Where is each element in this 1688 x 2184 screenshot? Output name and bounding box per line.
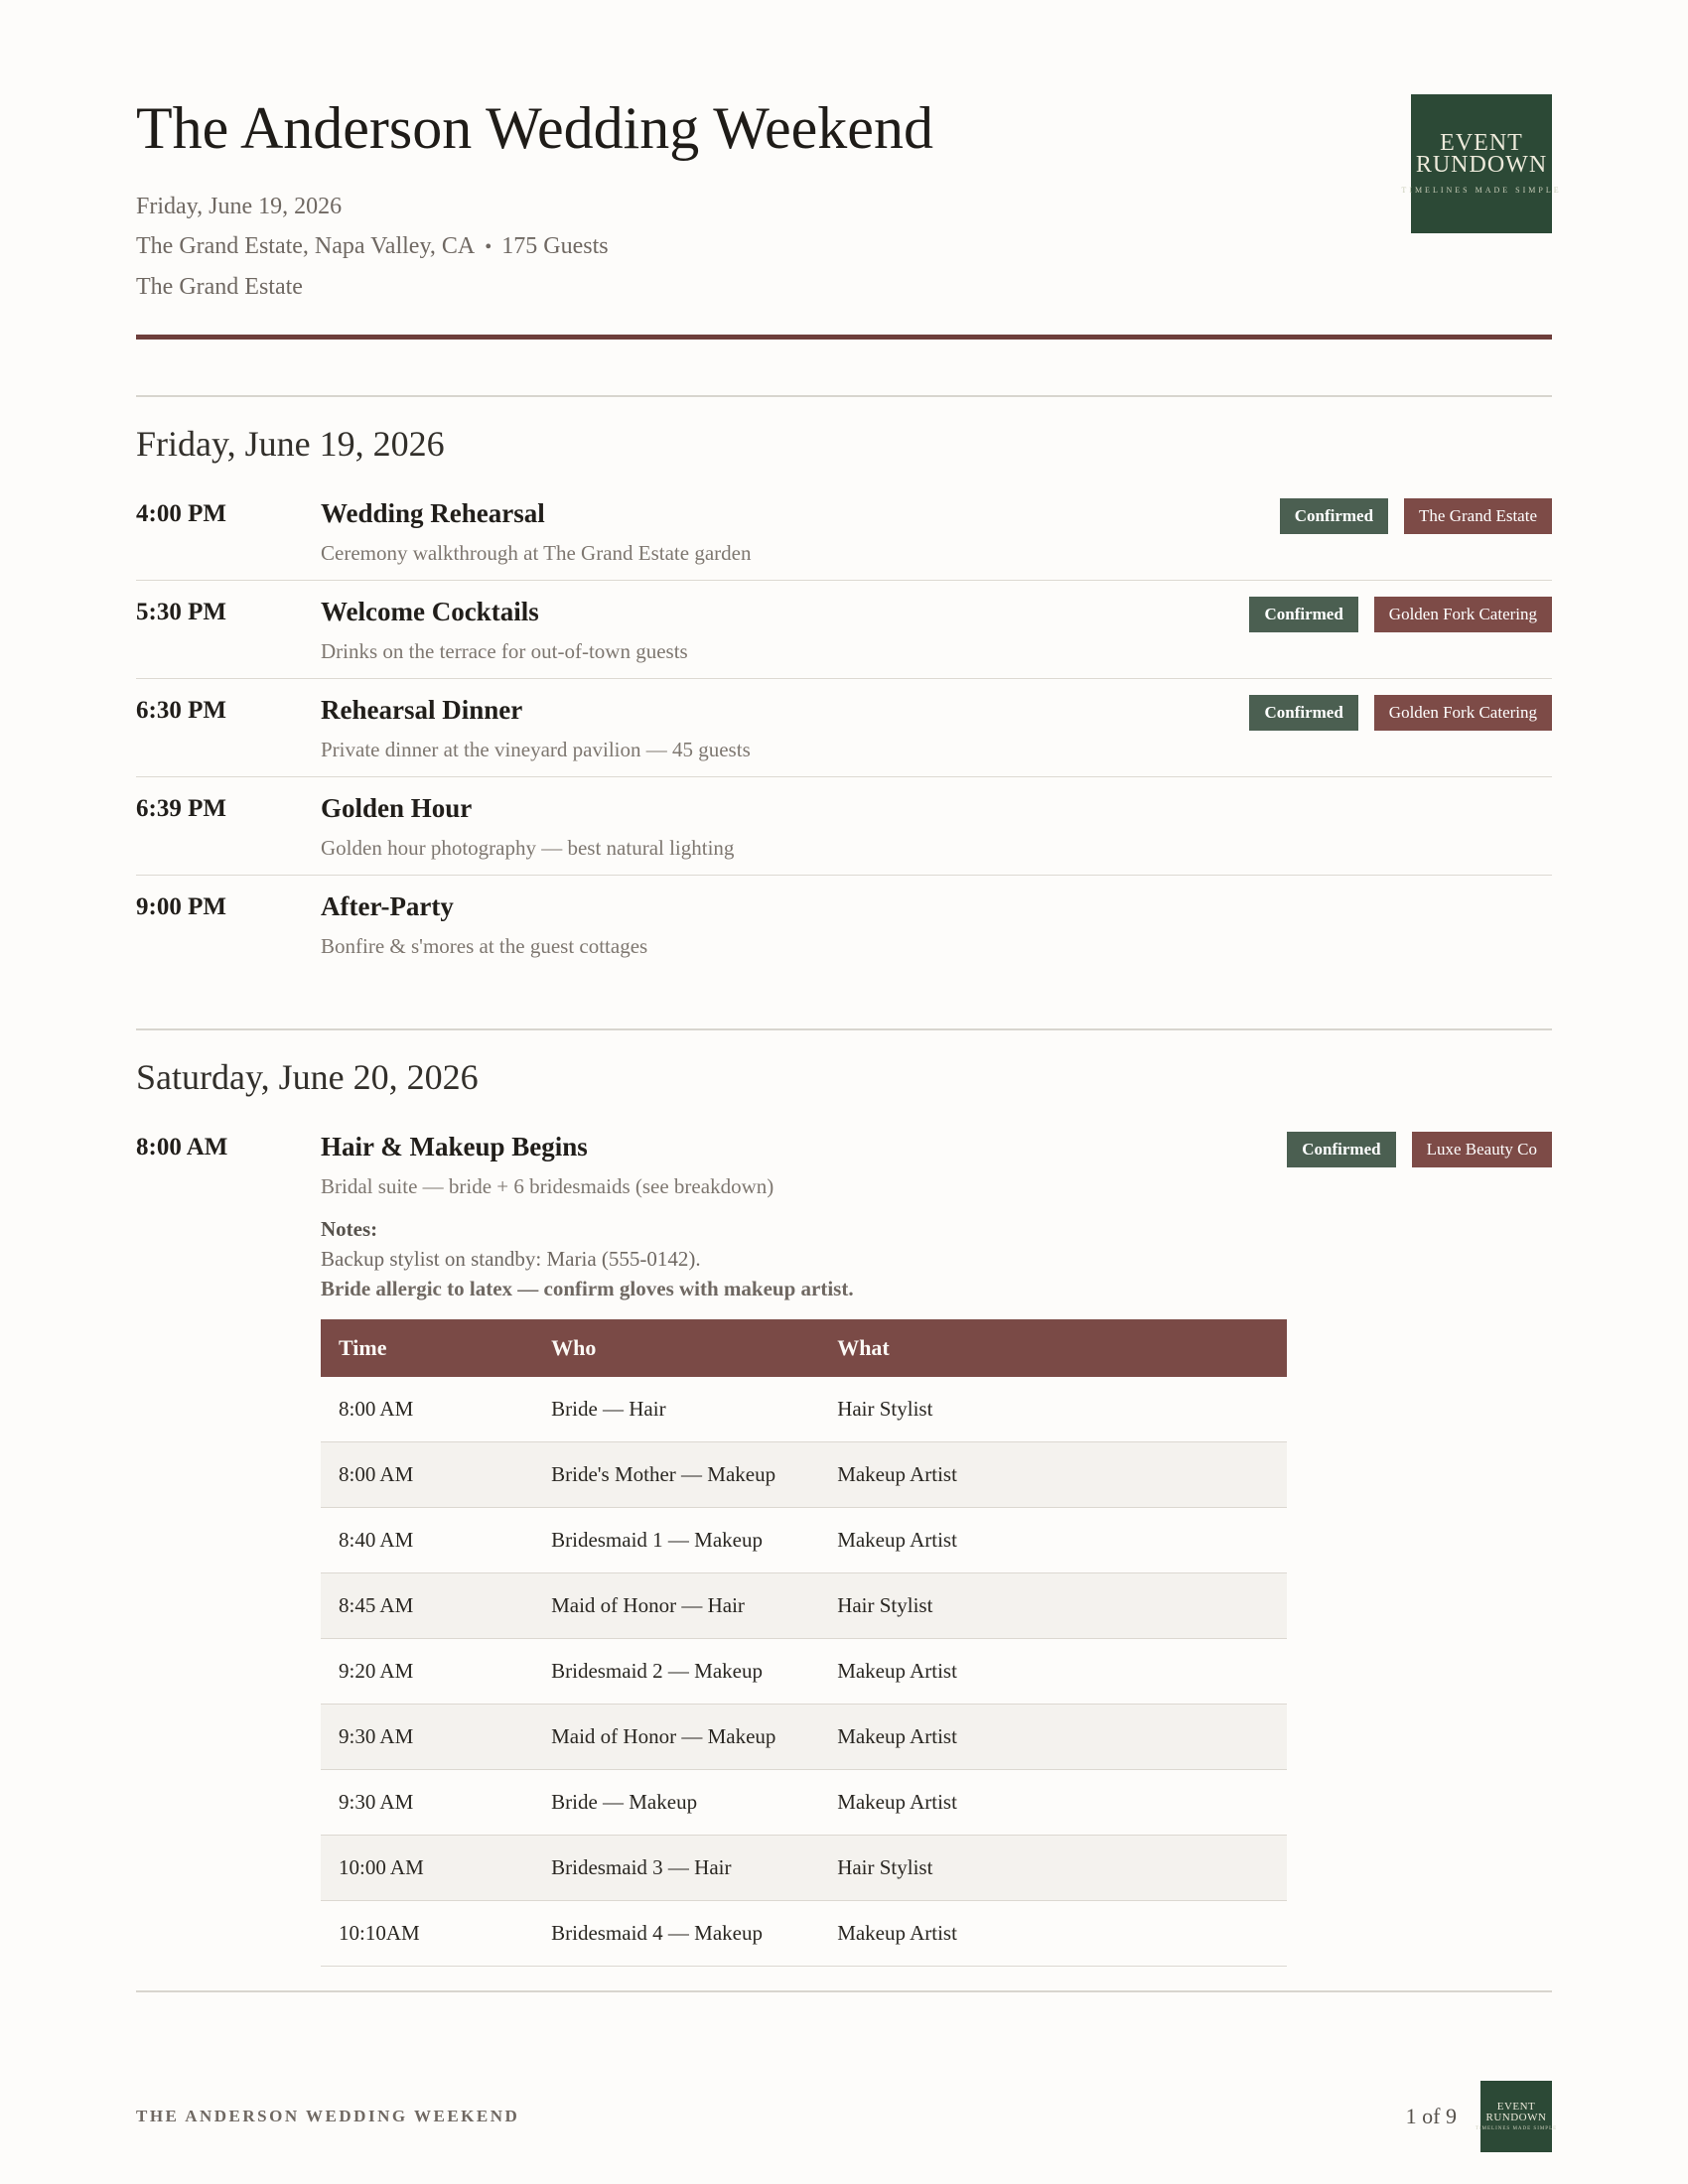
table-cell: Bridesmaid 2 — Makeup <box>533 1639 819 1705</box>
note-line: Backup stylist on standby: Maria (555-0142). <box>321 1247 701 1271</box>
table-row <box>321 1639 1287 1705</box>
table-row <box>321 1836 1287 1901</box>
event-description: Bridal suite — bride + 6 bridesmaids (see breakdown) <box>321 1174 774 1198</box>
header-location-line <box>136 226 1411 267</box>
event-time: 9:00 PM <box>136 893 226 920</box>
document-page <box>136 0 1562 1992</box>
event-badges <box>1249 695 1552 762</box>
table-cell: 10:00 AM <box>321 1836 533 1901</box>
event-main <box>321 793 1552 861</box>
brand-logo <box>1401 94 1562 233</box>
hair-makeup-table <box>321 1319 1287 1967</box>
event-title: Rehearsal Dinner <box>321 695 523 725</box>
table-cell: Maid of Honor — Makeup <box>533 1705 819 1770</box>
event-main <box>321 695 1249 762</box>
table-row <box>321 1770 1287 1836</box>
header-text-block <box>136 94 1411 307</box>
event-row <box>136 679 1552 777</box>
status-badge: Confirmed <box>1249 597 1357 632</box>
event-time: 4:00 PM <box>136 500 226 527</box>
event-description: Bonfire & s'mores at the guest cottages <box>321 934 648 958</box>
table-cell: Hair Stylist <box>819 1836 1287 1901</box>
header-meta <box>136 187 1411 307</box>
table-cell: Makeup Artist <box>819 1508 1287 1573</box>
table-cell: 9:30 AM <box>321 1770 533 1836</box>
footer-logo-word-1: EVENT <box>1496 2101 1536 2114</box>
footer-logo <box>1475 2081 1558 2152</box>
table-cell: 9:30 AM <box>321 1705 533 1770</box>
event-main <box>321 498 1280 566</box>
event-time: 6:30 PM <box>136 697 226 724</box>
header-date: Friday, June 19, 2026 <box>136 194 343 219</box>
schedule <box>136 395 1552 1980</box>
event-main <box>321 891 1552 959</box>
note-line: Bride allergic to latex — confirm gloves with makeup artist. <box>321 1277 854 1300</box>
event-badges <box>1249 597 1552 664</box>
table-cell: Maid of Honor — Hair <box>533 1573 819 1639</box>
event-row <box>136 482 1552 581</box>
brand-logo-word-2: RUNDOWN <box>1415 151 1548 178</box>
table-cell: 9:20 AM <box>321 1639 533 1705</box>
status-badge: Confirmed <box>1249 695 1357 731</box>
header-venue: The Grand Estate <box>136 274 303 300</box>
table-cell: Makeup Artist <box>819 1901 1287 1967</box>
event-title: After-Party <box>321 891 454 921</box>
table-cell: 8:00 AM <box>321 1442 533 1508</box>
vendor-badge: Golden Fork Catering <box>1374 695 1552 731</box>
table-cell: 8:00 AM <box>321 1377 533 1442</box>
table-cell: Bridesmaid 4 — Makeup <box>533 1901 819 1967</box>
table-row <box>321 1377 1287 1442</box>
brand-logo-word-1: EVENT <box>1440 129 1523 156</box>
event-main <box>321 597 1249 664</box>
event-notes <box>321 1217 1287 1301</box>
document-footer <box>136 2081 1558 2152</box>
event-row <box>136 581 1552 679</box>
event-badges <box>1280 498 1552 566</box>
table-cell: 8:40 AM <box>321 1508 533 1573</box>
vendor-badge: Luxe Beauty Co <box>1412 1132 1552 1167</box>
table-cell: Bride — Hair <box>533 1377 819 1442</box>
table-cell: Makeup Artist <box>819 1705 1287 1770</box>
table-cell: Bridesmaid 1 — Makeup <box>533 1508 819 1573</box>
event-title: Golden Hour <box>321 793 473 823</box>
table-row <box>321 1508 1287 1573</box>
table-cell: 8:45 AM <box>321 1573 533 1639</box>
table-cell: Bridesmaid 3 — Hair <box>533 1836 819 1901</box>
event-title: Welcome Cocktails <box>321 597 539 626</box>
table-cell: Makeup Artist <box>819 1442 1287 1508</box>
bullet-separator: • <box>485 236 492 258</box>
event-main <box>321 1132 1287 1967</box>
event-title: Hair & Makeup Begins <box>321 1132 588 1161</box>
footer-title: THE ANDERSON WEDDING WEEKEND <box>136 2107 520 2125</box>
status-badge: Confirmed <box>1287 1132 1395 1167</box>
table-row <box>321 1901 1287 1967</box>
table-cell: 10:10AM <box>321 1901 533 1967</box>
event-description: Ceremony walkthrough at The Grand Estate garden <box>321 541 752 565</box>
page-title: The Anderson Wedding Weekend <box>136 95 933 161</box>
event-time: 6:39 PM <box>136 795 226 822</box>
event-row <box>136 777 1552 876</box>
event-row <box>136 876 1552 973</box>
table-row <box>321 1573 1287 1639</box>
table-cell: Makeup Artist <box>819 1639 1287 1705</box>
table-cell: Hair Stylist <box>819 1573 1287 1639</box>
table-cell: Bride's Mother — Makeup <box>533 1442 819 1508</box>
event-description: Private dinner at the vineyard pavilion — 45 guests <box>321 738 751 761</box>
table-header-cell: What <box>819 1319 1287 1377</box>
section-end-rule <box>136 1990 1552 1992</box>
day-heading: Saturday, June 20, 2026 <box>136 1057 479 1097</box>
table-header-cell: Time <box>321 1319 533 1377</box>
table-cell: Makeup Artist <box>819 1770 1287 1836</box>
table-cell: Bride — Makeup <box>533 1770 819 1836</box>
table-cell: Hair Stylist <box>819 1377 1287 1442</box>
event-badges <box>1287 1132 1552 1967</box>
document-header <box>136 94 1562 340</box>
header-location: The Grand Estate, Napa Valley, CA <box>136 233 476 259</box>
vendor-badge: Golden Fork Catering <box>1374 597 1552 632</box>
event-time: 8:00 AM <box>136 1134 228 1160</box>
day-heading: Friday, June 19, 2026 <box>136 424 445 464</box>
vendor-badge: The Grand Estate <box>1404 498 1552 534</box>
event-row <box>136 1116 1552 1980</box>
day-section <box>136 395 1552 973</box>
event-description: Drinks on the terrace for out-of-town guests <box>321 639 688 663</box>
footer-right-block <box>1405 2081 1558 2152</box>
footer-logo-tagline: TIMELINES MADE SIMPLE <box>1475 2125 1558 2131</box>
table-row <box>321 1442 1287 1508</box>
event-time: 5:30 PM <box>136 599 226 625</box>
event-title: Wedding Rehearsal <box>321 498 545 528</box>
table-header-cell: Who <box>533 1319 819 1377</box>
brand-logo-tagline: TIMELINES MADE SIMPLE <box>1401 186 1562 196</box>
footer-page-number: 1 of 9 <box>1405 2104 1457 2128</box>
table-header-row <box>321 1319 1287 1377</box>
day-section <box>136 1028 1552 1980</box>
notes-label: Notes: <box>321 1217 378 1241</box>
header-guest-count: 175 Guests <box>501 233 609 259</box>
table-row <box>321 1705 1287 1770</box>
event-description: Golden hour photography — best natural lighting <box>321 836 735 860</box>
status-badge: Confirmed <box>1280 498 1388 534</box>
footer-logo-word-2: RUNDOWN <box>1485 2111 1547 2123</box>
